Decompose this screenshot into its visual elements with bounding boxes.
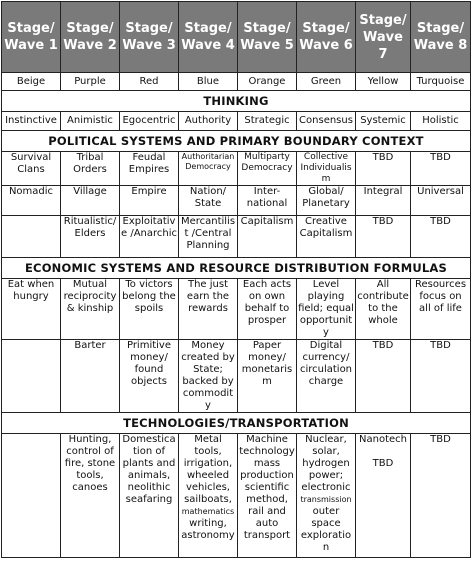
- thinking-cell: Consensus: [297, 112, 356, 131]
- political-row-systems: [2, 152, 471, 186]
- political-cell: Creative Capitalism: [297, 216, 356, 258]
- political-cell: TBD: [356, 152, 411, 186]
- thinking-cell: Animistic: [61, 112, 120, 131]
- economic-cell: Barter: [61, 340, 120, 413]
- economic-row-formulas: [2, 279, 471, 340]
- technology-text: outer space exploration: [300, 506, 352, 553]
- economic-cell: Each acts on own behalf to prosper: [238, 279, 297, 340]
- economic-cell: TBD: [411, 340, 471, 413]
- section-heading-thinking: THINKING: [2, 91, 471, 112]
- technology-text-small: transmission: [300, 495, 352, 504]
- economic-cell: Mutual reciprocity & kinship: [61, 279, 120, 340]
- section-row-thinking: [2, 91, 471, 112]
- technology-text: writing, astronomy: [181, 518, 235, 541]
- thinking-cell: Instinctive: [2, 112, 61, 131]
- color-cell: Yellow: [356, 73, 411, 91]
- thinking-row: [2, 112, 471, 131]
- technology-cell: TBD: [411, 434, 471, 558]
- political-row-boundary: [2, 186, 471, 216]
- technology-text: TBD: [372, 458, 394, 469]
- economic-cell: TBD: [356, 340, 411, 413]
- stage-header-cell: Stage/ Wave 7: [356, 2, 411, 73]
- economic-cell: All contribute to the whole: [356, 279, 411, 340]
- thinking-cell: Holistic: [411, 112, 471, 131]
- color-cell: Green: [297, 73, 356, 91]
- economic-cell: To victors belong the spoils: [120, 279, 179, 340]
- political-cell: Village: [61, 186, 120, 216]
- technology-cell: [297, 434, 356, 558]
- economic-cell: [2, 340, 61, 413]
- technologies-row: [2, 434, 471, 558]
- political-cell: Tribal Orders: [61, 152, 120, 186]
- stage-header-row: [2, 2, 471, 73]
- stage-header-cell: Stage/ Wave 4: [179, 2, 238, 73]
- political-cell: Mercantilist /Central Planning: [179, 216, 238, 258]
- economic-cell: The just earn the rewards: [179, 279, 238, 340]
- political-cell: Ritualistic/ Elders: [61, 216, 120, 258]
- color-cell: Turquoise: [411, 73, 471, 91]
- thinking-cell: Egocentric: [120, 112, 179, 131]
- spiral-dynamics-table: [1, 1, 471, 558]
- technology-cell: [179, 434, 238, 558]
- economic-row-currency: [2, 340, 471, 413]
- section-row-economic: [2, 258, 471, 279]
- political-cell: Survival Clans: [2, 152, 61, 186]
- political-cell: Multiparty Democracy: [238, 152, 297, 186]
- political-cell: Feudal Empires: [120, 152, 179, 186]
- political-cell: Empire: [120, 186, 179, 216]
- economic-cell: Level playing field; equal opportunity: [298, 279, 354, 338]
- technology-text: Nanotech: [359, 434, 407, 445]
- political-cell: Authoritarian Democracy: [179, 152, 238, 186]
- section-heading-economic: ECONOMIC SYSTEMS AND RESOURCE DISTRIBUTION FORMULAS: [2, 258, 471, 279]
- section-heading-political: POLITICAL SYSTEMS AND PRIMARY BOUNDARY CONTEXT: [2, 131, 471, 152]
- color-cell: Orange: [238, 73, 297, 91]
- color-cell: Red: [120, 73, 179, 91]
- technology-cell: [356, 434, 411, 558]
- technology-cell: Hunting, control of fire, stone tools, canoes: [61, 434, 120, 558]
- political-cell: TBD: [356, 216, 411, 258]
- technology-text: Nuclear, solar, hydrogen power; electronic: [301, 434, 351, 493]
- political-cell: Universal: [411, 186, 471, 216]
- political-cell: TBD: [411, 152, 471, 186]
- political-cell: [2, 216, 61, 258]
- economic-cell: Paper money/ monetarism: [238, 340, 297, 413]
- section-heading-technologies: TECHNOLOGIES/TRANSPORTATION: [2, 413, 471, 434]
- political-cell: Integral: [356, 186, 411, 216]
- political-cell: Global/ Planetary: [297, 186, 356, 216]
- color-row: [2, 73, 471, 91]
- stage-header-cell: Stage/ Wave 5: [238, 2, 297, 73]
- technology-cell: [2, 434, 61, 558]
- political-cell: Nomadic: [2, 186, 61, 216]
- stage-header-cell: Stage/ Wave 8: [411, 2, 471, 73]
- economic-cell: Primitive money/ found objects: [120, 340, 179, 413]
- stage-header-cell: Stage/ Wave 6: [297, 2, 356, 73]
- political-cell: Exploitative /Anarchic: [120, 216, 179, 258]
- section-row-technologies: [2, 413, 471, 434]
- stage-header-cell: Stage/ Wave 1: [2, 2, 61, 73]
- political-row-governance: [2, 216, 471, 258]
- technology-text-small: mathematics: [181, 507, 235, 516]
- section-row-political: [2, 131, 471, 152]
- technology-text: Metal tools, irrigation, wheeled vehicles, sailboats,: [183, 434, 233, 505]
- political-cell: Inter- national: [238, 186, 297, 216]
- political-cell: Capitalism: [238, 216, 297, 258]
- economic-cell: Money created by State; backed by commodity: [179, 340, 238, 413]
- economic-cell: Digital currency/ circulation charge: [297, 340, 356, 413]
- political-cell: Nation/ State: [179, 186, 238, 216]
- economic-cell: Resources focus on all of life: [411, 279, 471, 340]
- technology-cell: Domestica tion of plants and animals, neolithic seafaring: [120, 434, 179, 558]
- political-cell: Collective Individualism: [297, 152, 356, 186]
- thinking-cell: Systemic: [356, 112, 411, 131]
- thinking-cell: Strategic: [238, 112, 297, 131]
- thinking-cell: Authority: [179, 112, 238, 131]
- color-cell: Purple: [61, 73, 120, 91]
- stage-header-cell: Stage/ Wave 2: [61, 2, 120, 73]
- economic-cell: Eat when hungry: [2, 279, 61, 340]
- stage-header-cell: Stage/ Wave 3: [120, 2, 179, 73]
- color-cell: Beige: [2, 73, 61, 91]
- political-cell: TBD: [411, 216, 471, 258]
- color-cell: Blue: [179, 73, 238, 91]
- technology-cell: Machine technology mass production scientific method, rail and auto transport: [238, 434, 297, 558]
